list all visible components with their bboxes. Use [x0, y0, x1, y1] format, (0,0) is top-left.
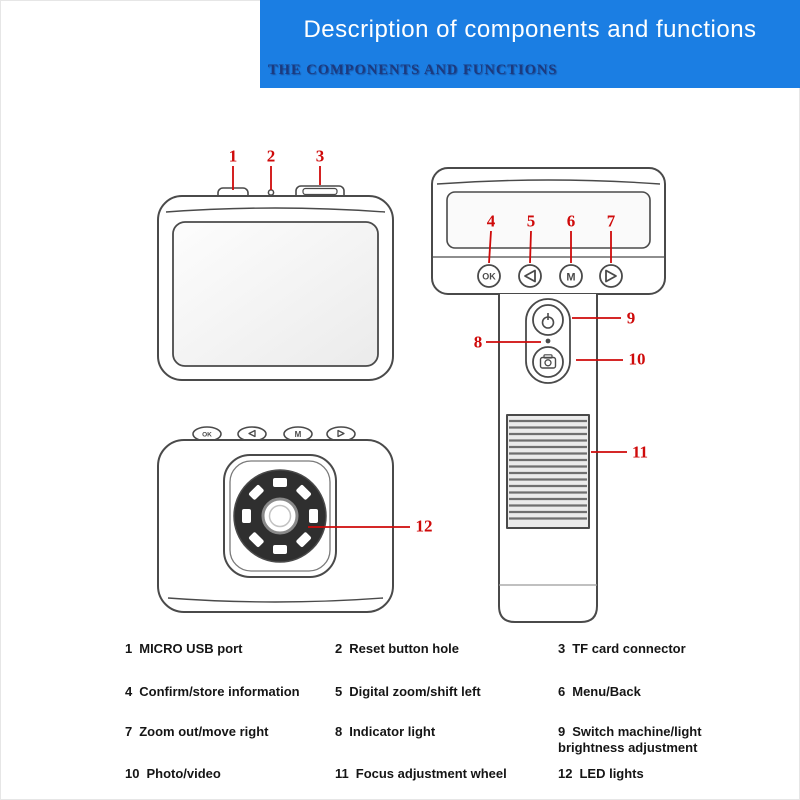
legend-label: TF card connector: [572, 641, 686, 656]
legend-item-3: [558, 641, 773, 684]
callout-number-1: 1: [228, 146, 238, 166]
legend-num: 12: [558, 766, 573, 781]
legend-label: Menu/Back: [572, 684, 641, 699]
legend-item-9: [558, 724, 773, 766]
legend-num: 8: [335, 724, 343, 739]
reset-hole-icon: [268, 190, 273, 195]
legend-num: 10: [125, 766, 140, 781]
menu-glyph: M: [566, 271, 576, 284]
legend-item-8: [335, 724, 558, 766]
front-view-drawing: [432, 168, 665, 294]
legend-item-1: [125, 641, 335, 684]
legend-item-10: [125, 766, 335, 786]
page-subtitle: THE COMPONENTS AND FUNCTIONS: [268, 62, 558, 78]
legend-item-6: [558, 684, 773, 724]
legend-num: 2: [335, 641, 343, 656]
legend-item-11: [335, 766, 558, 786]
legend-label: Indicator light: [349, 724, 436, 739]
legend-label: Digital zoom/shift left: [349, 684, 481, 699]
callout-number-8: 8: [473, 332, 483, 352]
legend-num: 1: [125, 641, 133, 656]
legend-num: 7: [125, 724, 133, 739]
legend-item-7: [125, 724, 335, 766]
page-title: Description of components and functions: [303, 16, 757, 43]
legend-num: 11: [335, 766, 349, 781]
bump-left-arrow-glyph: [249, 431, 255, 437]
bump-left-icon: [238, 427, 266, 441]
legend-num: 9: [558, 724, 566, 739]
legend-label: Focus adjustment wheel: [355, 766, 507, 781]
indicator-light-icon: [546, 339, 551, 344]
handle-drawing: [499, 294, 597, 622]
legend-item-5: [335, 684, 558, 724]
callout-number-9: 9: [626, 308, 636, 328]
back-view-drawing: [158, 186, 393, 380]
bottom-view-drawing: [158, 427, 393, 612]
back-screen: [173, 222, 378, 366]
callout-number-7: 7: [606, 211, 616, 231]
legend-label: MICRO USB port: [139, 641, 243, 656]
legend-item-4: [125, 684, 335, 724]
bump-right-icon: [327, 427, 355, 441]
callout-number-11: 11: [631, 442, 649, 462]
legend-num: 6: [558, 684, 566, 699]
callout-number-6: 6: [566, 211, 576, 231]
legend-item-12: [558, 766, 773, 786]
ok-glyph: OK: [482, 271, 496, 282]
callout-number-10: 10: [628, 349, 646, 369]
callout-number-12: 12: [415, 516, 433, 536]
bump-ok-glyph: OK: [202, 431, 212, 439]
callout-number-5: 5: [526, 211, 536, 231]
tf-card-slot-inner: [303, 189, 337, 195]
legend: [125, 641, 773, 786]
legend-label: Photo/video: [146, 766, 221, 781]
legend-label: Reset button hole: [349, 641, 460, 656]
legend-item-2: [335, 641, 558, 684]
bump-menu-glyph: M: [294, 430, 302, 439]
legend-label: LED lights: [579, 766, 644, 781]
lens-inner: [270, 506, 291, 527]
legend-label: Confirm/store information: [139, 684, 300, 699]
legend-num: 5: [335, 684, 343, 699]
legend-label: Zoom out/move right: [139, 724, 269, 739]
front-screen: [447, 192, 650, 248]
callout-number-4: 4: [486, 211, 496, 231]
bump-right-arrow-glyph: [338, 431, 344, 437]
callout-number-2: 2: [266, 146, 276, 166]
legend-num: 3: [558, 641, 566, 656]
callout-number-3: 3: [315, 146, 325, 166]
legend-num: 4: [125, 684, 133, 699]
legend-label: Switch machine/light brightness adjustment: [558, 724, 702, 756]
